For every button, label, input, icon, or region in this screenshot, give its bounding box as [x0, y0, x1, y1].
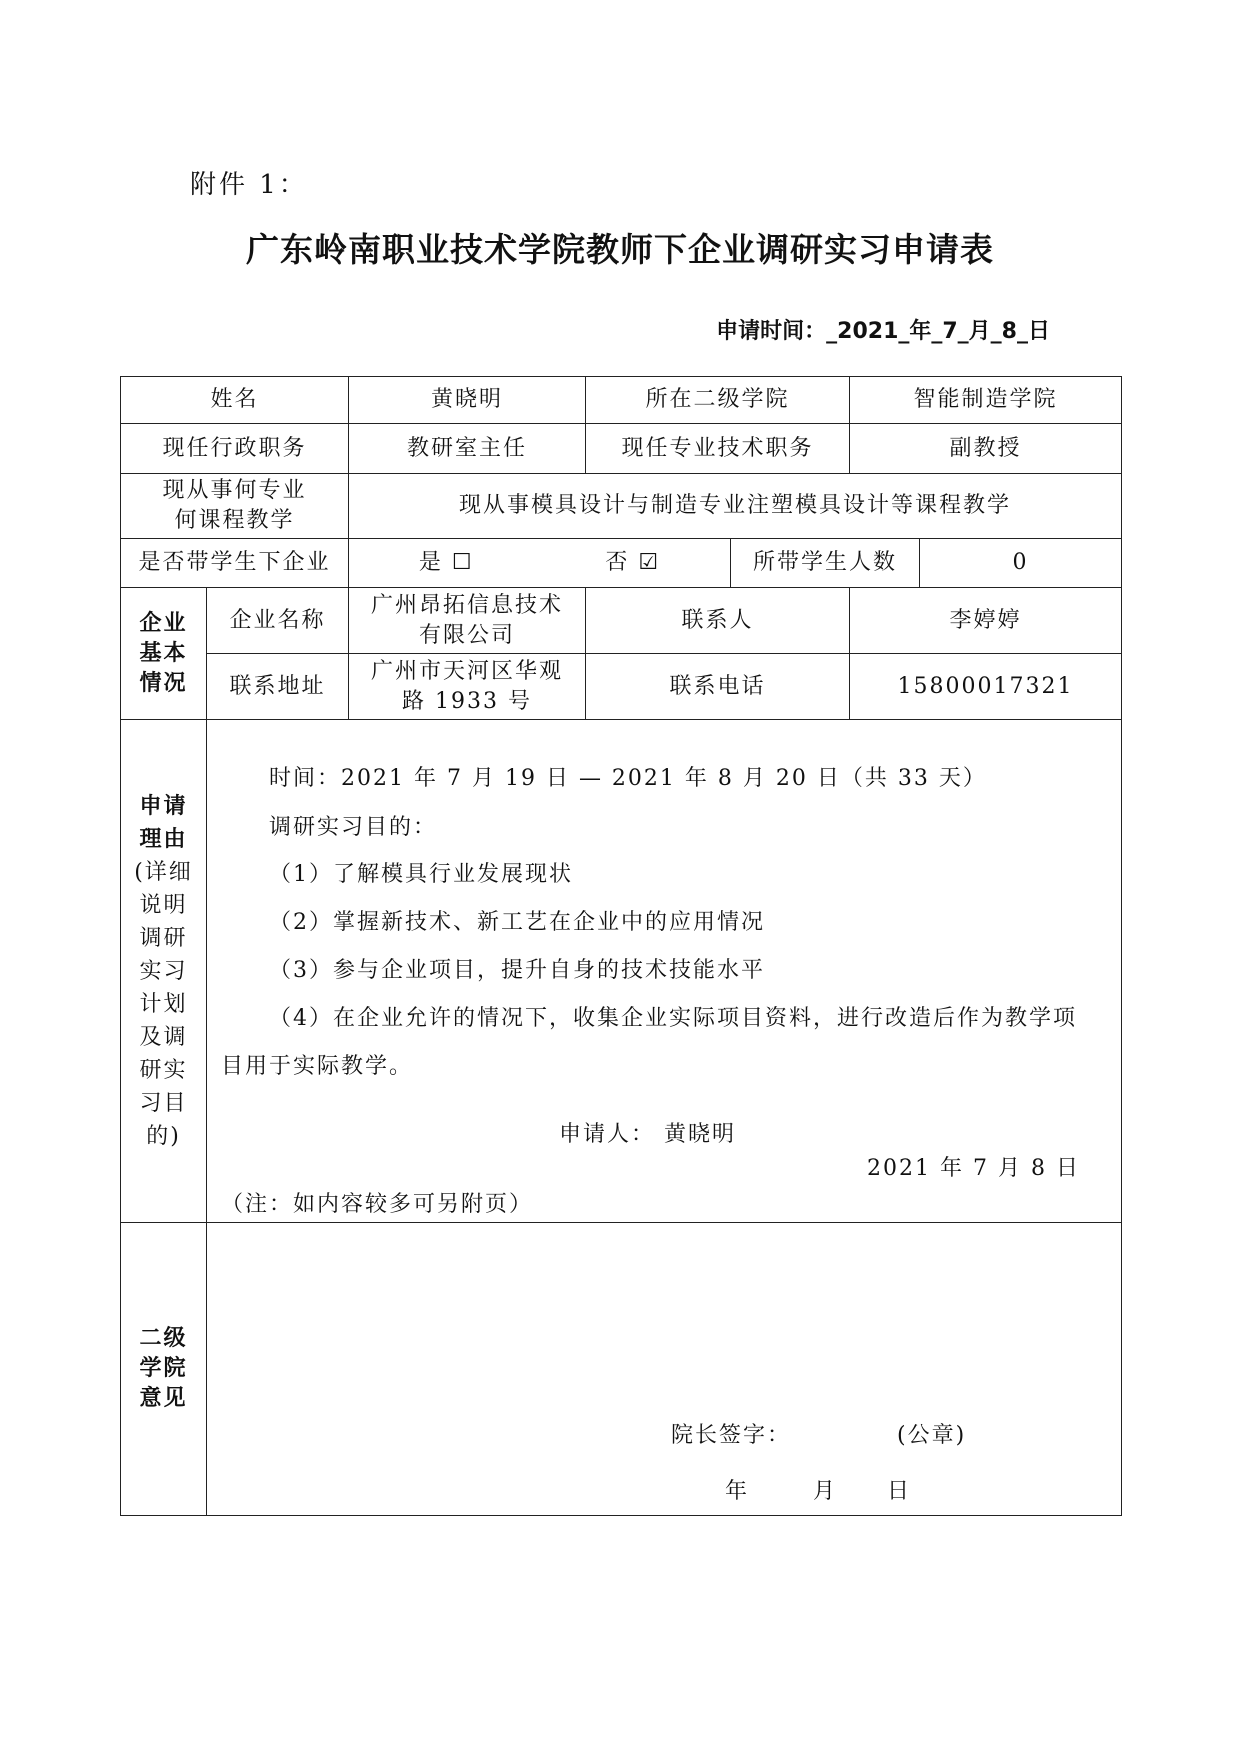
row-course [121, 474, 1122, 539]
students-count-cell [731, 539, 1122, 588]
phone-label: 联系电话 [586, 654, 850, 720]
document-title: 广东岭南职业技术学院教师下企业调研实习申请表 [246, 230, 994, 269]
reason-section-label: 申请 理由 (详细 说明 调研 实习 计划 及调 研实 习目 的) [121, 720, 207, 1223]
row-name [121, 377, 1122, 424]
address-label: 联系地址 [207, 654, 349, 720]
no-checkbox[interactable]: 否 ☑ [605, 550, 661, 575]
opinion-section-label: 二级 学院 意见 [121, 1223, 207, 1516]
course-label [121, 474, 349, 539]
enterprise-name-value: 广州昂拓信息技术 有限公司 [349, 588, 586, 654]
reason-item-3: （3）参与企业项目，提升自身的技术技能水平 [269, 958, 765, 983]
reason-purpose-heading: 调研实习目的： [269, 815, 438, 840]
applicant-signature: 申请人： 黄晓明 [559, 1122, 736, 1147]
row-enterprise-address [121, 654, 1122, 720]
admin-duty-value: 教研室主任 [349, 424, 586, 474]
opinion-date-year: 年 [725, 1479, 750, 1504]
reason-item-4: （4）在企业允许的情况下，收集企业实际项目资料，进行改造后作为教学项 [269, 1006, 1077, 1031]
reason-time-line: 时间：2021 年 7 月 19 日 — 2021 年 8 月 20 日（共 33 天） [269, 766, 987, 791]
contact-value: 李婷婷 [850, 588, 1122, 654]
course-label-line1: 现从事何专业 [162, 478, 307, 503]
college-value: 智能制造学院 [850, 377, 1122, 424]
row-enterprise-name [121, 588, 1122, 654]
phone-value: 15800017321 [850, 654, 1122, 720]
attachment-label: 附件 1： [190, 170, 308, 200]
admin-duty-label: 现任行政职务 [121, 424, 349, 474]
address-value: 广州市天河区华观 路 1933 号 [349, 654, 586, 720]
reason-content [207, 720, 1122, 1223]
row-reason [121, 720, 1122, 1223]
dean-signature-label: 院长签字： [671, 1423, 792, 1448]
yes-checkbox[interactable]: 是 ☐ [418, 550, 474, 575]
reason-note: （注：如内容较多可另附页） [221, 1192, 534, 1217]
name-label: 姓名 [121, 377, 349, 424]
opinion-date-day: 日 [887, 1479, 912, 1504]
reason-item-4-continuation: 目用于实际教学。 [221, 1054, 414, 1079]
row-students [121, 539, 1122, 588]
tech-duty-value: 副教授 [850, 424, 1122, 474]
students-count-label: 所带学生人数 [731, 539, 920, 587]
applicant-date: 2021 年 7 月 8 日 [867, 1156, 1080, 1181]
students-label: 是否带学生下企业 [121, 539, 349, 588]
official-seal-label: (公章) [897, 1423, 967, 1448]
application-form-table [120, 376, 1122, 1516]
row-opinion [121, 1223, 1122, 1516]
course-label-line2: 何课程教学 [174, 508, 295, 533]
contact-label: 联系人 [586, 588, 850, 654]
students-count-value: 0 [1012, 550, 1029, 575]
course-value: 现从事模具设计与制造专业注塑模具设计等课程教学 [349, 474, 1122, 539]
enterprise-name-label: 企业名称 [207, 588, 349, 654]
reason-item-1: （1）了解模具行业发展现状 [269, 862, 573, 887]
students-options [349, 539, 731, 588]
name-value: 黄晓明 [349, 377, 586, 424]
enterprise-section-label: 企业 基本 情况 [121, 588, 207, 720]
row-duty [121, 424, 1122, 474]
tech-duty-label: 现任专业技术职务 [586, 424, 850, 474]
opinion-date-month: 月 [813, 1479, 838, 1504]
apply-time: 申请时间：_2021_年_7_月_8_日 [716, 319, 1050, 344]
opinion-content [207, 1223, 1122, 1516]
college-label: 所在二级学院 [586, 377, 850, 424]
reason-item-2: （2）掌握新技术、新工艺在企业中的应用情况 [269, 910, 765, 935]
